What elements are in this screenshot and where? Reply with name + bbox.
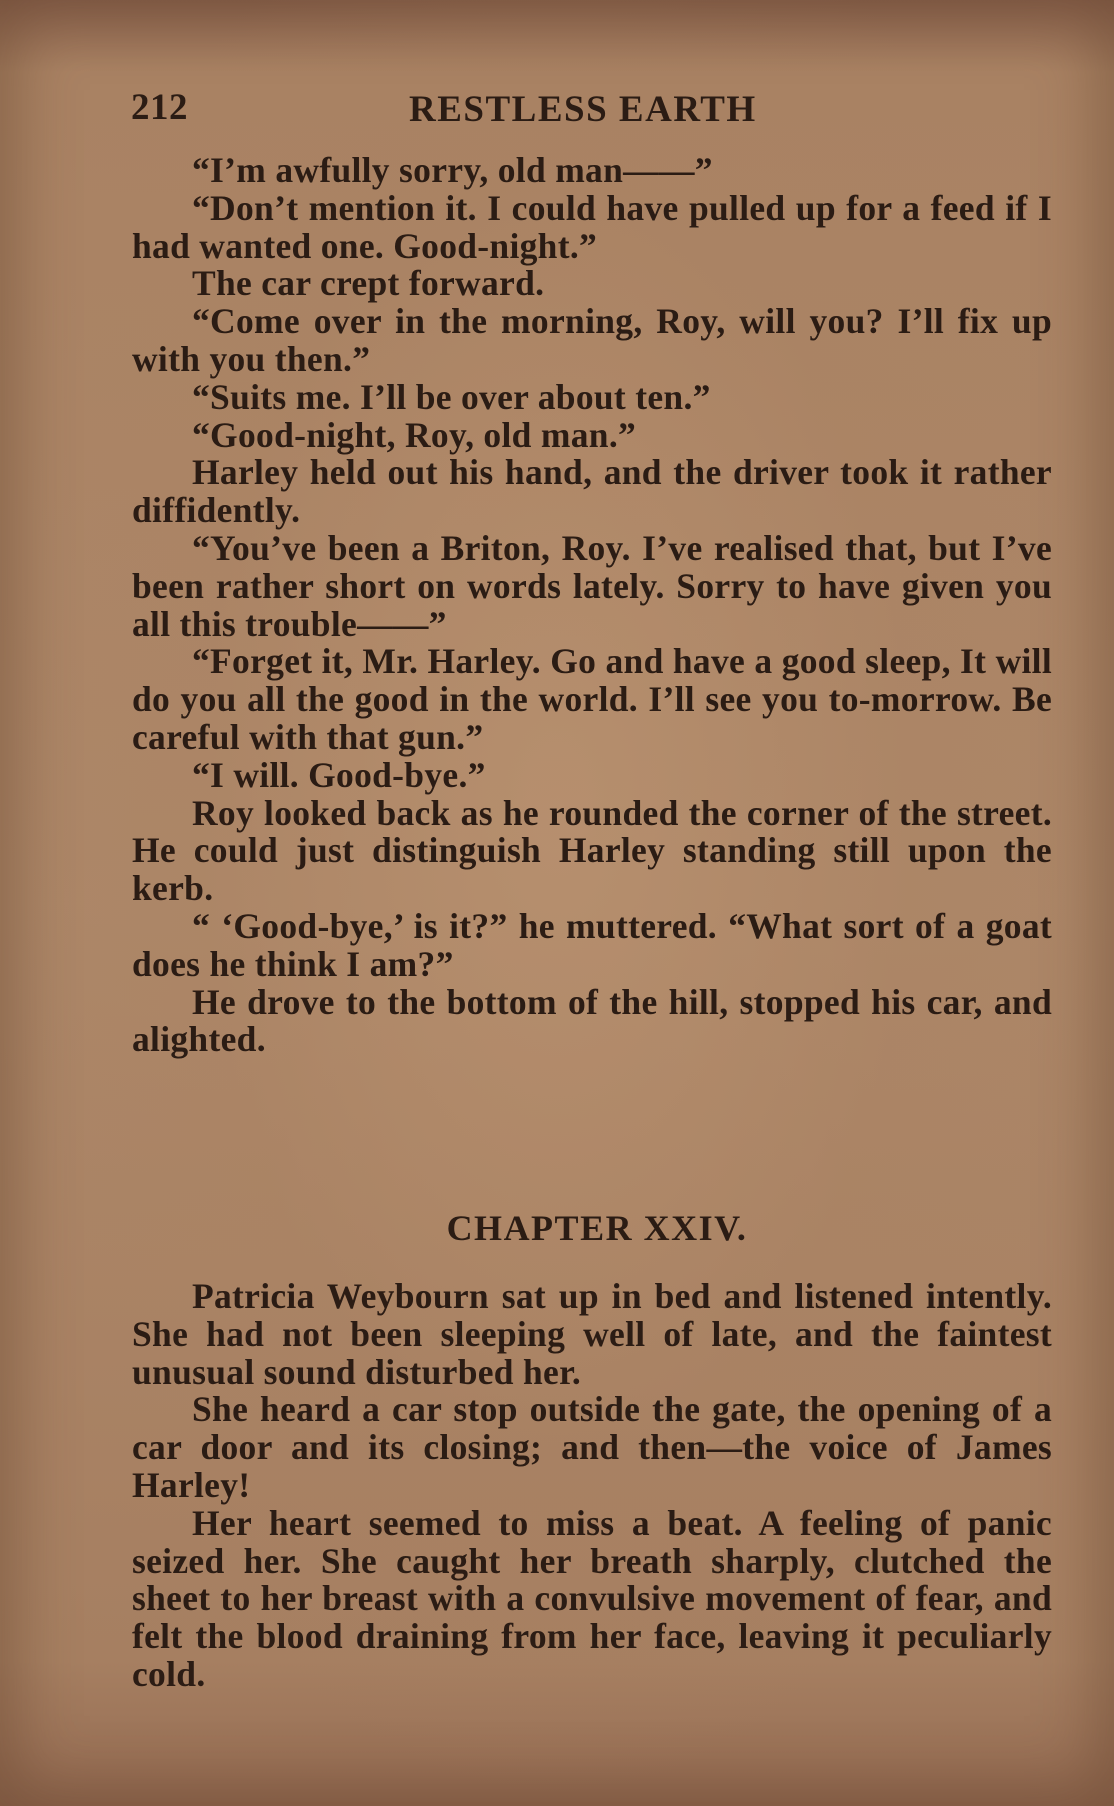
paragraph: “Suits me. I’ll be over about ten.” [192,376,711,417]
paragraph: “I’m awfully sorry, old man——” [192,150,713,190]
paragraph: “You’ve been a Briton, Roy. I’ve realised that, but I’ve been rather short on words lately. Sorry to have given you all this trouble——” [132,527,1052,644]
text-section-before-chapter [132,152,1052,1059]
paragraph: Patricia Weybourn sat up in bed and listened intently. She had not been sleeping well of late, and the faintest unusual sound disturbed her. [132,1276,1052,1392]
paragraph: Her heart seemed to miss a beat. A feeling of panic seized her. She caught her breath sharply, clutched the sheet to her breast with a convulsive movement of fear, and felt the blood draining from her face, leaving it peculiarly cold. [132,1502,1052,1694]
paragraph: “Forget it, Mr. Harley. Go and have a good sleep, It will do you all the good in the world. I’ll see you to-morrow. Be careful with that gun.” [132,641,1052,757]
paragraph: “Good-night, Roy, old man.” [192,414,637,455]
paragraph: Harley held out his hand, and the driver took it rather diffidently. [132,452,1052,531]
page-header [131,86,1051,140]
text-section-chapter-opening [132,1278,1052,1694]
paragraph: “I will. Good-bye.” [192,754,486,795]
paragraph: “ ‘Good-bye,’ is it?” he muttered. “What sort of a goat does he think I am?” [132,905,1052,984]
running-title: RESTLESS EARTH [409,89,757,130]
chapter-heading: CHAPTER XXIV. [446,1208,748,1248]
page-number: 212 [131,87,188,128]
paragraph: “Don’t mention it. I could have pulled up for a feed if I had wanted one. Good-night.” [132,187,1052,266]
paragraph: “Come over in the morning, Roy, will you? I’ll fix up with you then.” [132,301,1052,379]
paragraph: Roy looked back as he rounded the corner of the street. He could just distinguish Harley standing still upon the kerb. [132,792,1052,909]
paragraph: The car crept forward. [192,263,545,304]
paragraph: He drove to the bottom of the hill, stopped his car, and alighted. [132,981,1052,1060]
paragraph: She heard a car stop outside the gate, the opening of a car door and its closing; and then—the voice of James Harley! [132,1389,1052,1505]
